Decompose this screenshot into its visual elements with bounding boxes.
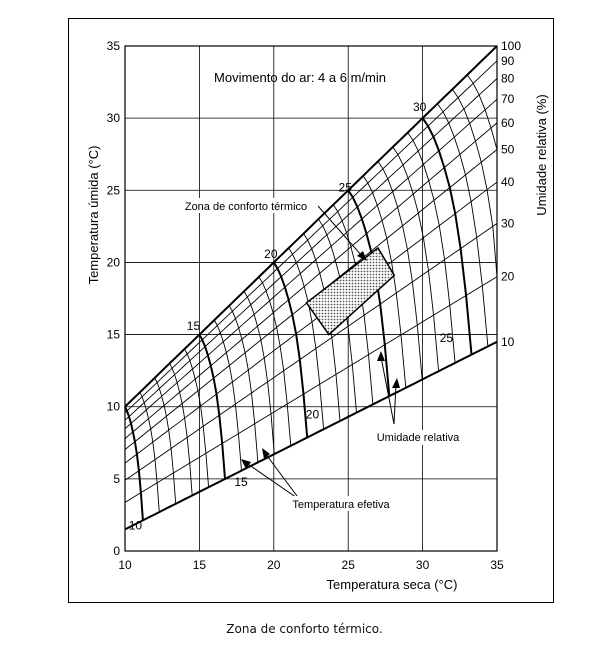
comfort-zone-area: [307, 248, 395, 335]
figure-caption: Zona de conforto térmico.: [226, 622, 383, 636]
rh-tick-label: 10: [501, 334, 515, 349]
effective-temperature-line: [140, 392, 159, 512]
y-tick-label: 20: [106, 255, 120, 270]
rh-tick-label: 100: [501, 39, 522, 53]
chart-title: Movimento do ar: 4 a 6 m/min: [214, 70, 386, 85]
rh-tick-label: 30: [501, 216, 515, 231]
effective-temperature-label: 15: [186, 319, 201, 334]
effective-temperature-line: [185, 349, 209, 487]
x-tick-label: 30: [415, 558, 430, 572]
rh-tick-label: 60: [501, 115, 515, 130]
rh-line-60: [125, 123, 497, 439]
axis-ticks: [107, 39, 504, 572]
effective-temperature-line: [408, 133, 455, 363]
rh-tick-label: 20: [501, 269, 515, 284]
effective-temperature-line: [423, 118, 472, 355]
effective-temperature-label: 10: [128, 518, 143, 533]
rh-line-100: [125, 46, 497, 407]
rh-tick-label: 50: [501, 142, 515, 157]
x-tick-label: 20: [267, 558, 281, 572]
rh-tick-label: 90: [501, 53, 515, 68]
effective-temperature-line: [289, 248, 324, 429]
rh-line-70: [125, 99, 497, 429]
x-tick-label: 25: [341, 558, 355, 572]
effective-temperature-label: 20: [264, 247, 278, 262]
comfort-zone-leader: [318, 206, 362, 256]
x-tick-label: 15: [192, 558, 207, 572]
y-tick-label: 25: [106, 183, 120, 198]
rh-annotation: Umidade relativa: [376, 432, 460, 444]
x-tick-label: 10: [118, 558, 132, 572]
y2-axis-title: Umidade relativa (%): [534, 94, 549, 216]
effective-temperature-line: [170, 363, 193, 495]
effective-temperature-label: 25: [338, 180, 352, 195]
velocity-limit-label: 15: [234, 475, 248, 490]
effective-temperature-line: [467, 75, 497, 342]
y-tick-label: 15: [106, 327, 120, 342]
et-leader-2: [265, 453, 300, 500]
velocity-limit-label: 25: [439, 330, 454, 345]
y-tick-label: 35: [106, 39, 120, 53]
y-tick-label: 10: [106, 399, 120, 414]
effective-temperature-line: [438, 104, 488, 347]
et-leader-1: [245, 462, 300, 500]
rh-tick-label: 80: [501, 71, 515, 86]
rh-tick-label: 70: [501, 92, 515, 107]
rh-arrowhead-1: [377, 351, 385, 361]
comfort-zone-label: Zona de conforto térmico: [184, 201, 308, 213]
curve-labels: [129, 39, 522, 532]
y-axis-title: Temperatura úmida (°C): [86, 145, 101, 285]
rh-tick-label: 40: [501, 175, 515, 190]
x-axis-title: Temperatura seca (°C): [326, 577, 458, 592]
rh-line-20: [125, 277, 497, 503]
et-annotation: Temperatura efetiva: [292, 499, 390, 511]
y-tick-label: 5: [113, 471, 120, 486]
x-tick-label: 35: [490, 558, 504, 572]
rh-leader-2: [394, 384, 396, 424]
effective-temperature-line: [393, 147, 439, 371]
y-tick-label: 30: [106, 111, 120, 126]
effective-temperature-label: 30: [412, 99, 427, 114]
effective-temperature-line: [125, 407, 143, 521]
rh-arrowhead-2: [392, 378, 400, 388]
effective-temperature-line: [155, 378, 176, 504]
velocity-limit-label: 20: [305, 407, 320, 422]
y-tick-label: 0: [113, 544, 120, 558]
